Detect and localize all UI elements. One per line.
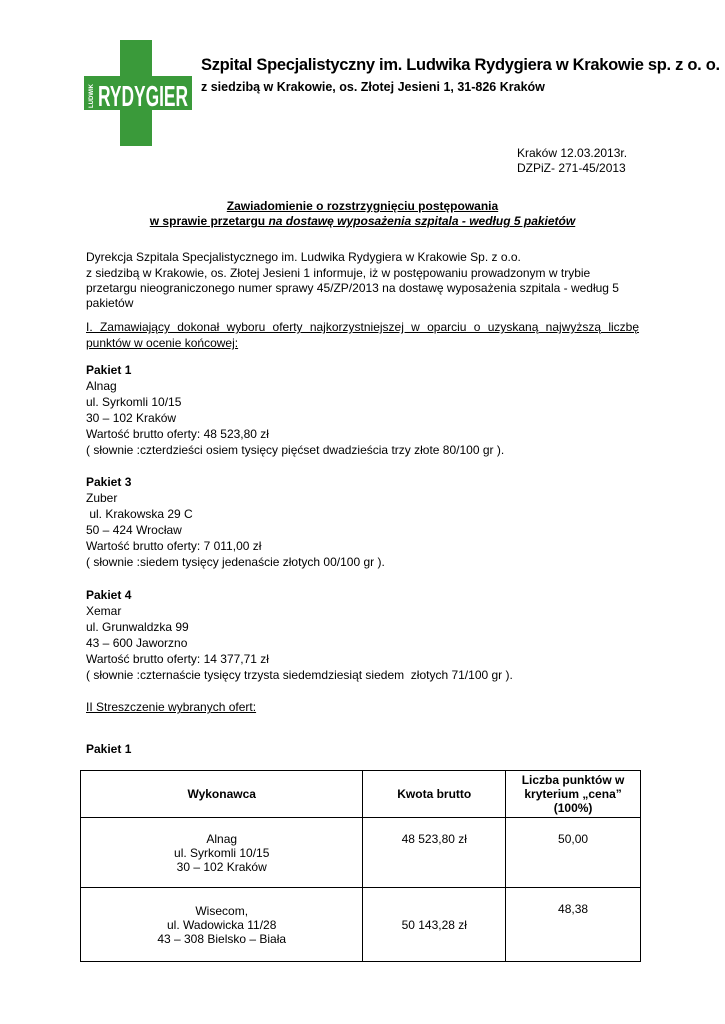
contractor-cell: Alnag ul. Syrkomli 10/15 30 – 102 Kraków [81,818,363,888]
document-reference: DZPiZ- 271-45/2013 [517,161,626,175]
table-header-row [81,771,641,818]
hospital-name: Szpital Specjalistyczny im. Ludwika Rydygiera w Krakowie sp. z o. o. [201,56,720,74]
amount-cell: 50 143,28 zł [363,888,506,962]
package-street: ul. Grunwaldzka 99 [86,620,189,634]
package-contractor: Zuber [86,491,118,505]
intro-line: Dyrekcja Szpitala Specjalistycznego im. Ludwika Rydygiera w Krakowie Sp. z o.o. [86,250,521,264]
svg-text:RYDYGIER: RYDYGIER [98,81,189,113]
notice-subject: w sprawie przetargu na dostawę wyposażenia szpitala - według 5 pakietów [149,214,576,228]
document-date: Kraków 12.03.2013r. [517,146,628,160]
table-row [81,888,641,962]
package-city: 50 – 424 Wrocław [86,523,182,537]
section-1-heading-cont: punktów w ocenie końcowej: [86,336,239,350]
svg-text:LUDWIK: LUDWIK [89,84,95,108]
package-city: 30 – 102 Kraków [86,411,177,425]
package-contractor: Alnag [86,379,117,393]
points-cell: 50,00 [506,818,641,888]
intro-line: z siedzibą w Krakowie, os. Złotej Jesieni 1 informuje, iż w postępowaniu prowadzonym w trybie [86,266,591,280]
package-value: Wartość brutto oferty: 7 011,00 zł [86,539,262,553]
package-street: ul. Syrkomli 10/15 [86,395,182,409]
table-package-label: Pakiet 1 [86,742,132,756]
column-header-contractor: Wykonawca [81,771,363,818]
hospital-address: z siedzibą w Krakowie, os. Złotej Jesieni 1, 31-826 Kraków [201,80,545,94]
column-header-amount: Kwota brutto [363,771,506,818]
package-value: Wartość brutto oferty: 14 377,71 zł [86,652,269,666]
notice-title: Zawiadomienie o rozstrzygnięciu postępowania [226,199,499,213]
points-cell: 48,38 [506,888,641,962]
package-title: Pakiet 3 [86,475,132,489]
package-value-words: ( słownie :siedem tysięcy jedenaście złotych 00/100 gr ). [86,555,385,569]
section-1-heading: I. Zamawiający dokonał wyboru oferty najkorzystniejszej w oparciu o uzyskaną najwyższą liczbę [86,320,639,334]
package-city: 43 – 600 Jaworzno [86,636,188,650]
package-title: Pakiet 1 [86,363,132,377]
table-row [81,818,641,888]
section-2-heading: II Streszczenie wybranych ofert: [86,700,257,714]
package-value: Wartość brutto oferty: 48 523,80 zł [86,427,269,441]
package-contractor: Xemar [86,604,122,618]
package-value-words: ( słownie :czternaście tysięcy trzysta siedemdziesiąt siedem złotych 71/100 gr ). [86,668,513,682]
hospital-logo [84,40,192,146]
contractor-cell: Wisecom, ul. Wadowicka 11/28 43 – 308 Bielsko – Biała [81,888,363,962]
column-header-points: Liczba punktów w kryterium „cena” (100%) [506,771,641,818]
package-title: Pakiet 4 [86,588,132,602]
intro-line: pakietów [86,296,134,310]
offers-table [80,770,641,962]
package-street: ul. Krakowska 29 C [86,507,193,521]
package-value-words: ( słownie :czterdzieści osiem tysięcy pięćset dwadzieścia trzy złote 80/100 gr ). [86,443,505,457]
amount-cell: 48 523,80 zł [363,818,506,888]
intro-line: przetargu nieograniczonego numer sprawy 45/ZP/2013 na dostawę wyposażenia szpitala - według 5 [86,281,619,295]
